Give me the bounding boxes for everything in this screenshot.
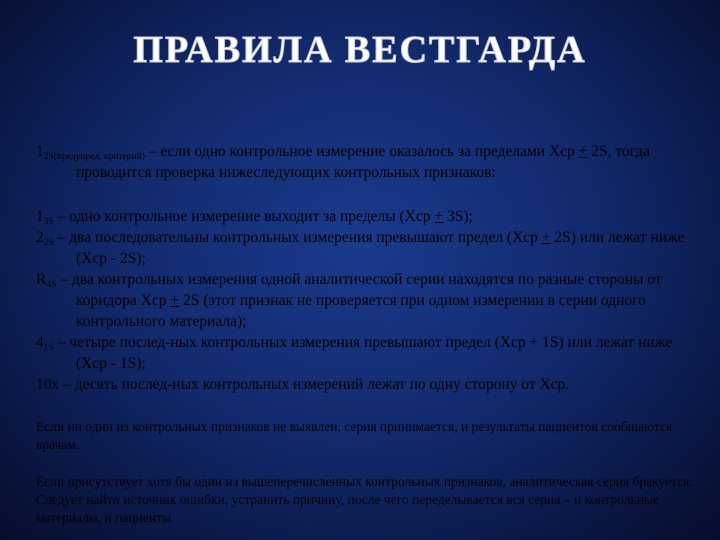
rule-item xyxy=(36,374,696,395)
accept-note: Если ни один из контрольных признаков не выявлен, серия принимается, и результаты пациентов сообщаются врачам. xyxy=(36,419,673,452)
rule-code-main: 2 xyxy=(36,229,44,246)
rule-item xyxy=(36,206,696,227)
rule-item xyxy=(36,269,696,332)
rule-code-sub: 2S xyxy=(43,238,54,248)
rule-text-before: – два последовательны контрольных измерения превышают предел (Xср xyxy=(53,229,542,246)
rule-code-sub: 2S(предупред. критерий) xyxy=(43,152,145,162)
rule-text-before: – если одно контрольное измерение оказалось за пределами Xср xyxy=(144,143,579,160)
slide-title: ПРАВИЛА ВЕСТГАРДА xyxy=(133,29,587,71)
reject-note: Если присутствует хотя бы один из вышеперечисленных контрольных признаков, аналитическая серия бракуется. Следует найти источник ошибки, устранить причину, после чего переделывается вся серия – и контрольные материалы, и пациенты. xyxy=(36,474,693,525)
rule-text-before: – два контрольных измерения одной аналитической серии находятся по разные стороны от коридора Xср xyxy=(56,271,662,309)
plus-minus-sign: + xyxy=(170,292,180,309)
rule-code-sub: 4S xyxy=(46,280,57,290)
rule-text-after: 2S (этот признак не проверяется при одном измерении в серии одного контрольного материала); xyxy=(76,292,646,330)
rule-code-sub: 3S xyxy=(43,217,54,227)
rule-text-before: – четыре послед-ных контрольных измерения превышают предел (Xср + 1S) или лежат ниже (Xср - 1S); xyxy=(53,334,673,372)
rule-text-before: – десять послед-ных контрольных измерений лежат по одну сторону от Xср. xyxy=(59,376,570,393)
rule-text-after: 2S, тогда проводится проверка нижеследующих контрольных признаков: xyxy=(76,143,651,181)
accept-note-block xyxy=(36,418,696,454)
rule-text-after: 2S) или лежат ниже (Xср - 2S); xyxy=(76,229,685,267)
rule-text-before: – одно контрольное измерение выходит за пределы (Xср xyxy=(53,208,435,225)
plus-minus-sign: + xyxy=(541,229,551,246)
rule-code-main: 10x xyxy=(36,376,60,393)
plus-minus-sign: + xyxy=(578,143,588,160)
rule-code-main: 1 xyxy=(36,143,44,160)
warning-rule-text xyxy=(36,141,696,183)
rule-text-after: 3S); xyxy=(443,208,473,225)
plus-minus-sign: + xyxy=(434,208,444,225)
control-rules-list xyxy=(36,206,696,395)
reject-note-block xyxy=(36,473,696,527)
rule-code-main: 1 xyxy=(36,208,44,225)
rule-item xyxy=(36,227,696,269)
rule-code-sub: 1S xyxy=(43,343,54,353)
warning-rule-block xyxy=(36,141,696,183)
rule-code-main: 4 xyxy=(36,334,44,351)
rule-item xyxy=(36,332,696,374)
rule-code-main: R xyxy=(36,271,47,288)
